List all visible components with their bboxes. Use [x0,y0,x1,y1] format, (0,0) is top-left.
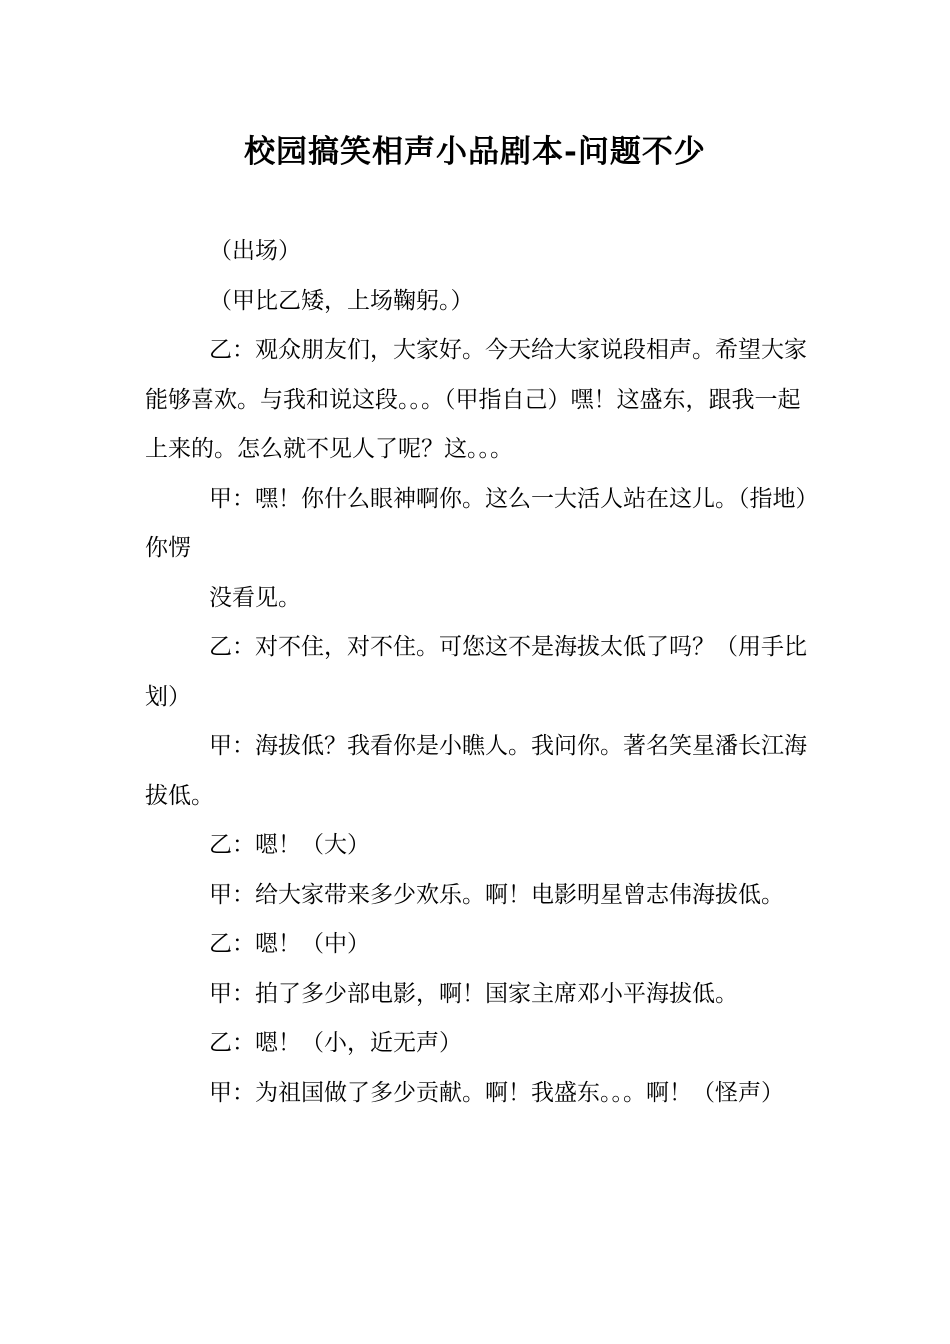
paragraph: 甲：嘿！你什么眼神啊你。这么一大活人站在这儿。（指地）你愣 [145,485,807,561]
paragraph: 甲：给大家带来多少欢乐。啊！电影明星曾志伟海拔低。 [209,881,784,908]
paragraph: 甲：拍了多少部电影，啊！国家主席邓小平海拔低。 [209,980,738,1007]
paragraph: （出场） [209,238,301,264]
document-body [145,227,810,1118]
paragraph: 乙：嗯！（中） [209,931,370,957]
paragraph: 乙：嗯！（小，近无声） [209,1030,462,1056]
document-title: 校园搞笑相声小品剧本-问题不少 [244,134,706,170]
paragraph: 甲：为祖国做了多少贡献。啊！我盛东。。。啊！（怪声） [209,1079,784,1106]
paragraph: 乙：对不住，对不住。可您这不是海拔太低了吗？（用手比划） [145,634,807,710]
paragraph: 乙：嗯！（大） [209,832,370,858]
paragraph: （甲比乙矮，上场鞠躬。） [209,287,474,314]
paragraph: 乙：观众朋友们，大家好。今天给大家说段相声。希望大家能够喜欢。与我和说这段。。。（甲指自己）嘿！这盛东，跟我一起上来的。怎么就不见人了呢？这。。。 [145,337,807,462]
paragraph: 没看见。 [209,584,301,611]
paragraph: 甲：海拔低？我看你是小瞧人。我问你。著名笑星潘长江海拔低。 [145,733,807,809]
